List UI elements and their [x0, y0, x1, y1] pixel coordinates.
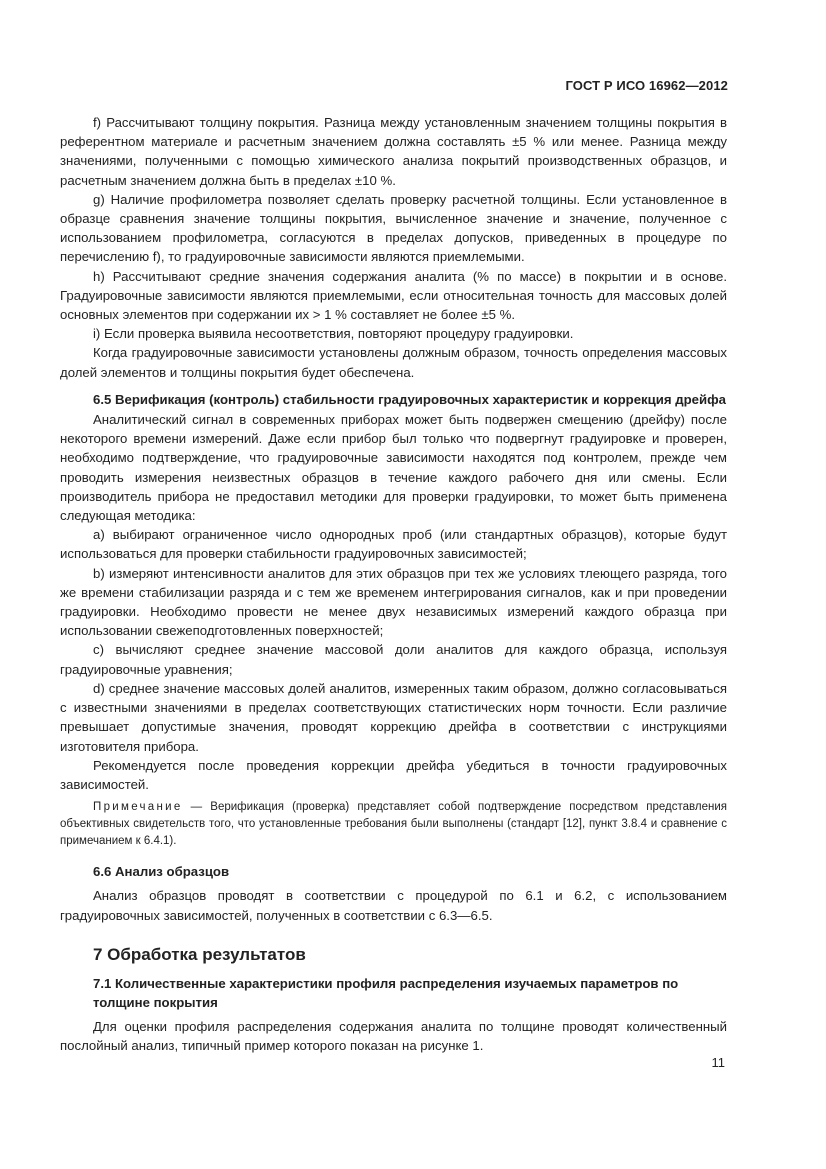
paragraph-calibration-summary: Когда градуировочные зависимости установлены должным образом, точность определения массовых долей элементов и толщины покрытия будет обеспечена.: [60, 345, 727, 380]
section-6-5-item-c: c) вычисляют среднее значение массовой доли аналитов для каждого образца, используя градуировочные уравнения;: [60, 642, 727, 677]
paragraph-h: h) Рассчитывают средние значения содержания аналита (% по массе) в покрытии и в основе. Градуировочные зависимости являются приемлемыми, если относительная точность для массовых долей основных элементов при содержании их > 1 % составляет не более ±5 %.: [60, 268, 727, 323]
section-7-1-paragraph: Для оценки профиля распределения содержания аналита по толщине проводят количественный послойный анализ, типичный пример которого показан на рисунке 1.: [60, 1019, 727, 1054]
section-6-6-paragraph: Анализ образцов проводят в соответствии с процедурой по 6.1 и 6.2, с использованием градуировочных зависимостей, полученных в соответствии с 6.3—6.5.: [60, 888, 727, 923]
section-6-5-heading: 6.5 Верификация (контроль) стабильности градуировочных характеристик и коррекция дрейфа: [93, 391, 726, 407]
section-6-5-recommendation: Рекомендуется после проведения коррекции дрейфа убедиться в точности градуировочных зависимостей.: [60, 757, 727, 792]
note: [60, 799, 727, 850]
section-6-5-item-d: d) среднее значение массовых долей аналитов, измеренных таким образом, должно согласовываться с известными значениями в пределах соответствующих статистических норм точности. Если различие превышает допустимые значения, проводят коррекцию дрейфа в соответствии с инструкциями изготовителя прибора.: [60, 680, 727, 754]
page-number: 11: [711, 1055, 725, 1070]
section-7-heading: 7 Обработка результатов: [93, 944, 306, 964]
paragraph-g: g) Наличие профилометра позволяет сделать проверку расчетной толщины. Если установленное в образце сравнения значение толщины покрытия, вычисленное значение и значение, полученное с использованием профилометра, согласуются в пределах допусков, приведенных в процедуре по перечислению f), то градуировочные зависимости являются приемлемыми.: [60, 191, 727, 265]
section-6-5-item-a: a) выбирают ограниченное число однородных проб (или стандартных образцов), которые будут использоваться для проверки стабильности градуировочных зависимостей;: [60, 527, 727, 562]
note-label: Примечание: [93, 801, 183, 814]
section-6-6-heading: 6.6 Анализ образцов: [93, 864, 230, 880]
note-text: — Верификация (проверка) представляет собой подтверждение посредством представления объективных свидетельств того, что установленные требования были выполнены (стандарт [12], пункт 3.8.4 и сравнение с примечанием к 6.4.1).: [60, 801, 727, 848]
section-6-5-intro: Аналитический сигнал в современных приборах может быть подвержен смещению (дрейфу) после некоторого времени измерений. Даже если прибор был только что подвергнут градуировке и проверен, необходимо подтверждение, что градуировочные зависимости находятся под контролем, прежде чем проводить измерения неизвестных образцов в течение каждого рабочего дня или смены. Если производитель прибора не предоставил методики для проверки градуировки, то может быть применена следующая методика:: [60, 412, 727, 524]
section-7-1-heading: 7.1 Количественные характеристики профиля распределения изучаемых параметров по толщине покрытия: [93, 975, 679, 1010]
paragraph-f: f) Рассчитывают толщину покрытия. Разница между установленным значением толщины покрытия в референтном материале и расчетным значением должна составлять ±5 % или менее. Разница между значениями, полученными с помощью химического анализа покрытий производственных образцов, и расчетным значением должна быть в пределах ±10 %.: [60, 115, 727, 188]
page-body: [60, 113, 727, 1056]
paragraph-i: i) Если проверка выявила несоответствия, повторяют процедуру градуировки.: [93, 326, 574, 342]
section-6-5-item-b: b) измеряют интенсивности аналитов для этих образцов при тех же условиях тлеющего разряда, того же времени стабилизации разряда и с тем же временем интегрирования сигналов, как и при проведении градуировки. Необходимо провести не менее двух независимых измерений каждого образца при использовании свежеподготовленных поверхностей;: [60, 565, 727, 639]
document-header: ГОСТ Р ИСО 16962—2012: [565, 78, 728, 93]
